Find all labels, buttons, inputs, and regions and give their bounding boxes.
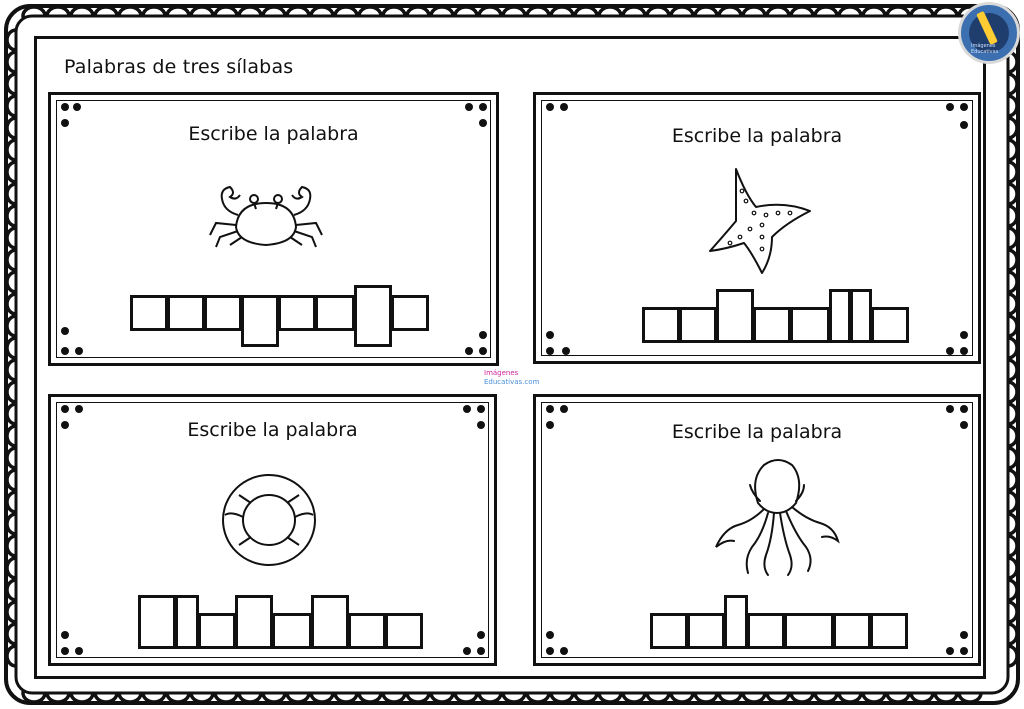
corner-dot (960, 647, 968, 655)
letter-box[interactable] (679, 307, 717, 343)
letter-box[interactable] (348, 613, 386, 649)
card-title: Escribe la palabra (187, 419, 358, 441)
corner-dot (562, 347, 570, 355)
letter-box[interactable] (747, 613, 785, 649)
letter-box[interactable] (642, 307, 680, 343)
corner-dot (477, 631, 485, 639)
logo-text: Imágenes Educativas (971, 43, 999, 55)
letter-box[interactable] (391, 295, 429, 331)
corner-dot (960, 405, 968, 413)
corner-dot (479, 119, 487, 127)
card-title: Escribe la palabra (671, 125, 843, 147)
corner-dot (546, 405, 554, 413)
letter-box[interactable] (871, 307, 909, 343)
letter-box[interactable] (272, 613, 312, 649)
corner-dot (61, 647, 69, 655)
letter-box[interactable] (753, 307, 791, 343)
letter-box[interactable] (829, 289, 851, 343)
corner-dot (61, 327, 69, 335)
letter-box[interactable] (235, 595, 273, 649)
corner-dot (479, 331, 487, 339)
corner-dot (465, 103, 473, 111)
letter-box[interactable] (167, 295, 205, 331)
corner-dot (560, 103, 568, 111)
letter-box[interactable] (833, 613, 871, 649)
corner-dot (61, 405, 69, 413)
letter-box[interactable] (278, 295, 316, 331)
corner-dot (546, 647, 554, 655)
letter-box[interactable] (138, 595, 176, 649)
corner-dot (61, 347, 69, 355)
corner-dot (960, 631, 968, 639)
corner-dot (479, 103, 487, 111)
corner-dot (946, 405, 954, 413)
corner-dot (75, 647, 83, 655)
corner-dot (560, 405, 568, 413)
corner-dot (61, 421, 69, 429)
corner-dot (960, 347, 968, 355)
corner-dot (477, 647, 485, 655)
letter-box[interactable] (724, 595, 748, 649)
card-life-ring (48, 394, 497, 666)
corner-dot (960, 121, 968, 129)
corner-dot (946, 647, 954, 655)
letter-box[interactable] (354, 285, 392, 347)
letter-box[interactable] (198, 613, 236, 649)
octopus-icon (712, 455, 842, 581)
corner-dot (546, 347, 554, 355)
corner-dot (73, 103, 81, 111)
letter-box[interactable] (870, 613, 908, 649)
corner-dot (546, 331, 554, 339)
corner-dot (463, 647, 471, 655)
card-title: Escribe la palabra (671, 421, 843, 443)
corner-dot (560, 647, 568, 655)
letter-box[interactable] (850, 289, 872, 343)
corner-dot (960, 103, 968, 111)
corner-dot (960, 331, 968, 339)
card-crab (48, 92, 499, 366)
corner-dot (477, 405, 485, 413)
crab-icon (206, 181, 326, 251)
letter-box[interactable] (385, 613, 423, 649)
letter-box[interactable] (784, 613, 834, 649)
corner-dot (75, 405, 83, 413)
letter-box[interactable] (315, 295, 355, 331)
corner-dot (61, 103, 69, 111)
letter-box[interactable] (311, 595, 349, 649)
letter-box[interactable] (790, 307, 830, 343)
letter-box[interactable] (130, 295, 168, 331)
corner-dot (477, 421, 485, 429)
corner-dot (546, 631, 554, 639)
card-starfish (533, 92, 981, 364)
watermark-line-2: Educativas.com (484, 378, 540, 386)
corner-dot (61, 119, 69, 127)
corner-dot (61, 631, 69, 639)
starfish-icon (706, 165, 816, 277)
card-title: Escribe la palabra (188, 123, 359, 145)
corner-dot (465, 347, 473, 355)
corner-dot (960, 421, 968, 429)
site-logo (958, 2, 1020, 64)
letter-box[interactable] (204, 295, 242, 331)
card-octopus (533, 394, 981, 666)
corner-dot (75, 347, 83, 355)
watermark-line-1: Imágenes (484, 369, 519, 377)
corner-dot (479, 347, 487, 355)
watermark (484, 369, 539, 387)
life-ring-icon (219, 471, 319, 569)
letter-box[interactable] (650, 613, 688, 649)
corner-dot (463, 405, 471, 413)
letter-box[interactable] (241, 295, 279, 347)
corner-dot (946, 103, 954, 111)
letter-box[interactable] (716, 289, 754, 343)
letter-box[interactable] (175, 595, 199, 649)
corner-dot (546, 421, 554, 429)
corner-dot (546, 103, 554, 111)
corner-dot (946, 347, 954, 355)
letter-box[interactable] (687, 613, 725, 649)
page-title: Palabras de tres sílabas (64, 56, 294, 78)
